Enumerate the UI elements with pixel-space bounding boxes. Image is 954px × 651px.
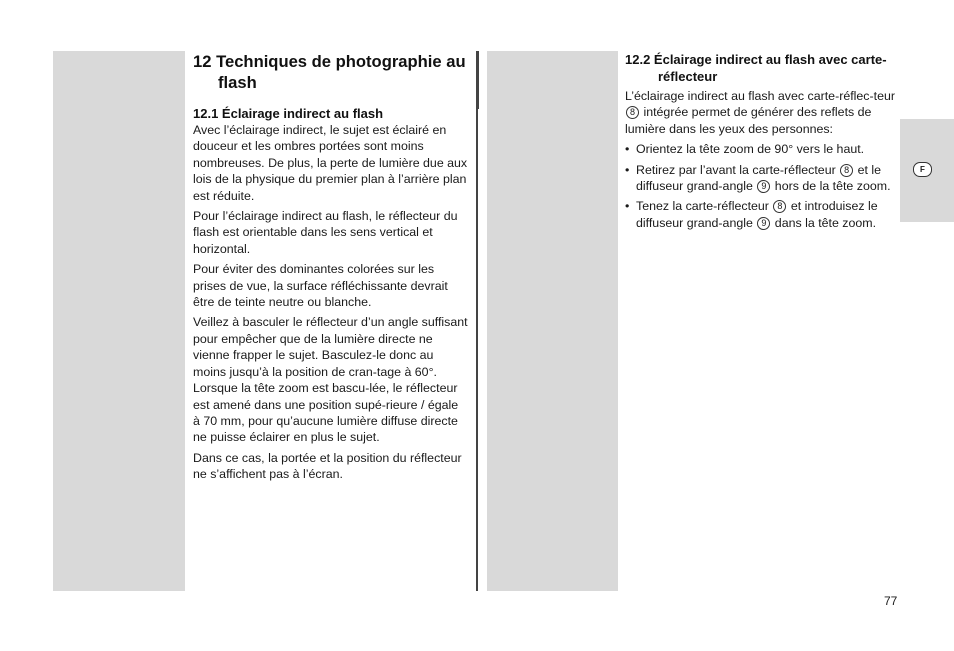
instruction-list bbox=[625, 141, 900, 231]
reference-number-8: 8 bbox=[626, 106, 639, 119]
bullet: • bbox=[625, 199, 630, 214]
paragraph: Pour l’éclairage indirect au flash, le réflecteur du flash est orientable dans les sens vertical et horizontal. bbox=[193, 209, 458, 256]
language-badge: F bbox=[913, 162, 932, 177]
paragraph: Pour éviter des dominantes colorées sur les prises de vue, la surface réfléchissante devrait être de teinte neutre ou blanche. bbox=[193, 262, 448, 310]
column-divider-tick bbox=[476, 51, 479, 109]
list-item-text: Tenez la carte-réflecteur bbox=[636, 199, 769, 214]
list-item-text: Orientez la tête zoom de 90° vers le haut. bbox=[636, 142, 865, 157]
list-item-text: dans la tête zoom. bbox=[774, 215, 877, 230]
list-item bbox=[625, 141, 900, 157]
intro-paragraph bbox=[625, 88, 900, 137]
paragraph: Avec l’éclairage indirect, le sujet est éclairé en douceur et les ombres portées sont moins nombreuses. De plus, la perte de lumière due aux lois de la physique du premier plan à l’arrière plan est réduite. bbox=[193, 123, 468, 203]
section-title-12-2: 12.2 Éclairage indirect au flash avec carte-réflecteur bbox=[625, 52, 887, 84]
section-title-12-1: 12.1 Éclairage indirect au flash bbox=[193, 106, 384, 121]
list-item bbox=[625, 162, 900, 195]
reference-number-9: 9 bbox=[757, 217, 770, 230]
chapter-title: 12 Techniques de photographie au flash bbox=[193, 52, 466, 92]
list-item-text: et le diffuseur grand-angle bbox=[636, 162, 882, 194]
list-item-text: et introduisez le diffuseur grand-angle bbox=[636, 199, 878, 230]
center-margin-panel bbox=[487, 51, 618, 591]
page-number: 77 bbox=[884, 594, 898, 608]
column-divider bbox=[476, 51, 478, 591]
intro-text: L’éclairage indirect au flash avec carte-réflec-teur bbox=[625, 89, 895, 103]
paragraph: Dans ce cas, la portée et la position du réflecteur ne s’affichent pas à l’écran. bbox=[193, 450, 462, 482]
list-item-text: Retirez par l’avant la carte-réflecteur bbox=[636, 162, 836, 177]
reference-number-8: 8 bbox=[773, 200, 786, 213]
intro-text: intégrée permet de générer des reflets de lumière dans les yeux des personnes: bbox=[625, 105, 872, 136]
reference-number-9: 9 bbox=[757, 180, 770, 193]
left-column bbox=[193, 51, 468, 487]
reference-number-8: 8 bbox=[840, 164, 853, 177]
bullet: • bbox=[625, 162, 630, 177]
right-column bbox=[625, 51, 900, 235]
list-item bbox=[625, 198, 900, 231]
paragraph: Veillez à basculer le réflecteur d’un angle suffisant pour empêcher que de la lumière directe ne vienne frapper le sujet. Basculez-le donc au moins jusqu’à la position de cran-tage à 60°. Lorsque la tête zoom est bascu-lée, le réflecteur est amené dans une position supé-rieure / égale à 70 mm, pour qu’aucune lumière diffuse directe ne puisse éclairer en plus le sujet. bbox=[193, 315, 468, 445]
list-item-text: hors de la tête zoom. bbox=[774, 179, 891, 194]
left-margin-panel bbox=[53, 51, 185, 591]
bullet: • bbox=[625, 142, 630, 157]
